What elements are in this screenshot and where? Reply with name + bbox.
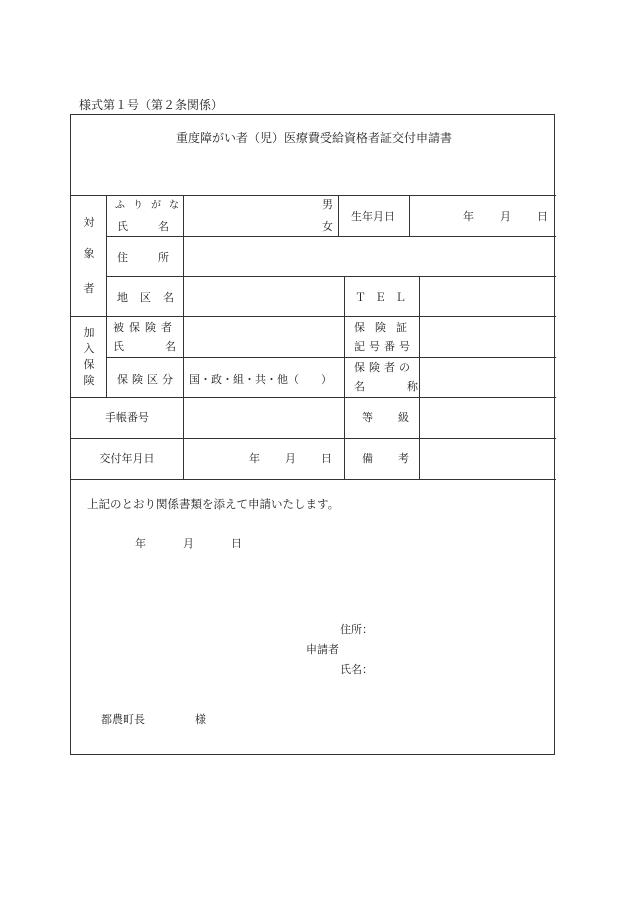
issue-day-unit: 日 [321, 452, 332, 465]
divider [344, 276, 345, 479]
insurance-type-label: 保険区分 [117, 373, 177, 386]
insurance-group-label: 加 [83, 326, 95, 339]
district-label: 地区名 [117, 291, 186, 304]
grade-label: 等級 [362, 411, 434, 424]
addressee-honorific: 様 [195, 713, 206, 726]
application-day-unit: 日 [231, 537, 242, 550]
handbook-number-label: 手帳番号 [105, 411, 149, 424]
issue-month-unit: 月 [285, 452, 296, 465]
application-month-unit: 月 [183, 537, 194, 550]
insured-name-label: 氏名 [113, 340, 217, 353]
birth-year-unit: 年 [463, 210, 474, 223]
applicant-address-label: 住所： [340, 623, 373, 636]
divider [106, 236, 556, 237]
gender-male: 男 [322, 198, 333, 211]
applicant-label: 申請者 [306, 643, 339, 656]
addressee-name: 都農町長 [101, 713, 145, 726]
address-label: 住所 [117, 251, 199, 264]
name-label: 氏名 [117, 220, 199, 233]
insurance-group-label: 入 [83, 342, 95, 355]
birth-date-label: 生年月日 [351, 210, 395, 223]
divider [419, 276, 420, 479]
application-form [70, 114, 555, 755]
divider [106, 195, 107, 397]
divider [71, 195, 556, 196]
issue-date-label: 交付年月日 [99, 452, 155, 465]
form-title: 重度障がい者（児）医療費受給資格者証交付申請書 [175, 131, 453, 145]
divider [71, 316, 556, 317]
gender-female: 女 [322, 220, 333, 233]
birth-month-unit: 月 [500, 210, 511, 223]
issue-year-unit: 年 [249, 452, 260, 465]
tel-label: ＴＥＬ [355, 291, 415, 304]
subject-group-label: 対 [83, 216, 95, 229]
furigana-label: ふりがな [115, 200, 187, 211]
divider [409, 195, 410, 236]
divider [106, 357, 556, 358]
insured-name-label: 被保険者 [113, 321, 177, 334]
card-number-label: 記号番号 [354, 340, 414, 353]
applicant-name-label: 氏名： [340, 663, 373, 676]
card-number-label: 保険証 [354, 321, 417, 334]
insurer-name-label: 保険者の [354, 361, 414, 374]
insurance-group-label: 険 [83, 374, 95, 387]
application-year-unit: 年 [135, 537, 146, 550]
insurer-name-label: 名称 [354, 380, 460, 393]
insurance-group-label: 保 [83, 358, 95, 371]
divider [338, 195, 339, 236]
subject-group-label: 象 [83, 247, 95, 260]
divider [183, 195, 184, 479]
insurance-type-options: 国・政・組・共・他（ ） [189, 373, 332, 386]
divider [71, 479, 556, 480]
divider [71, 397, 556, 398]
remarks-label: 備考 [362, 452, 434, 465]
divider [106, 276, 556, 277]
subject-group-label: 者 [83, 282, 95, 295]
statement: 上記のとおり関係書類を添えて申請いたします。 [87, 497, 340, 511]
divider [71, 438, 556, 439]
form-code: 様式第１号（第２条関係） [79, 98, 224, 112]
birth-day-unit: 日 [537, 210, 548, 223]
